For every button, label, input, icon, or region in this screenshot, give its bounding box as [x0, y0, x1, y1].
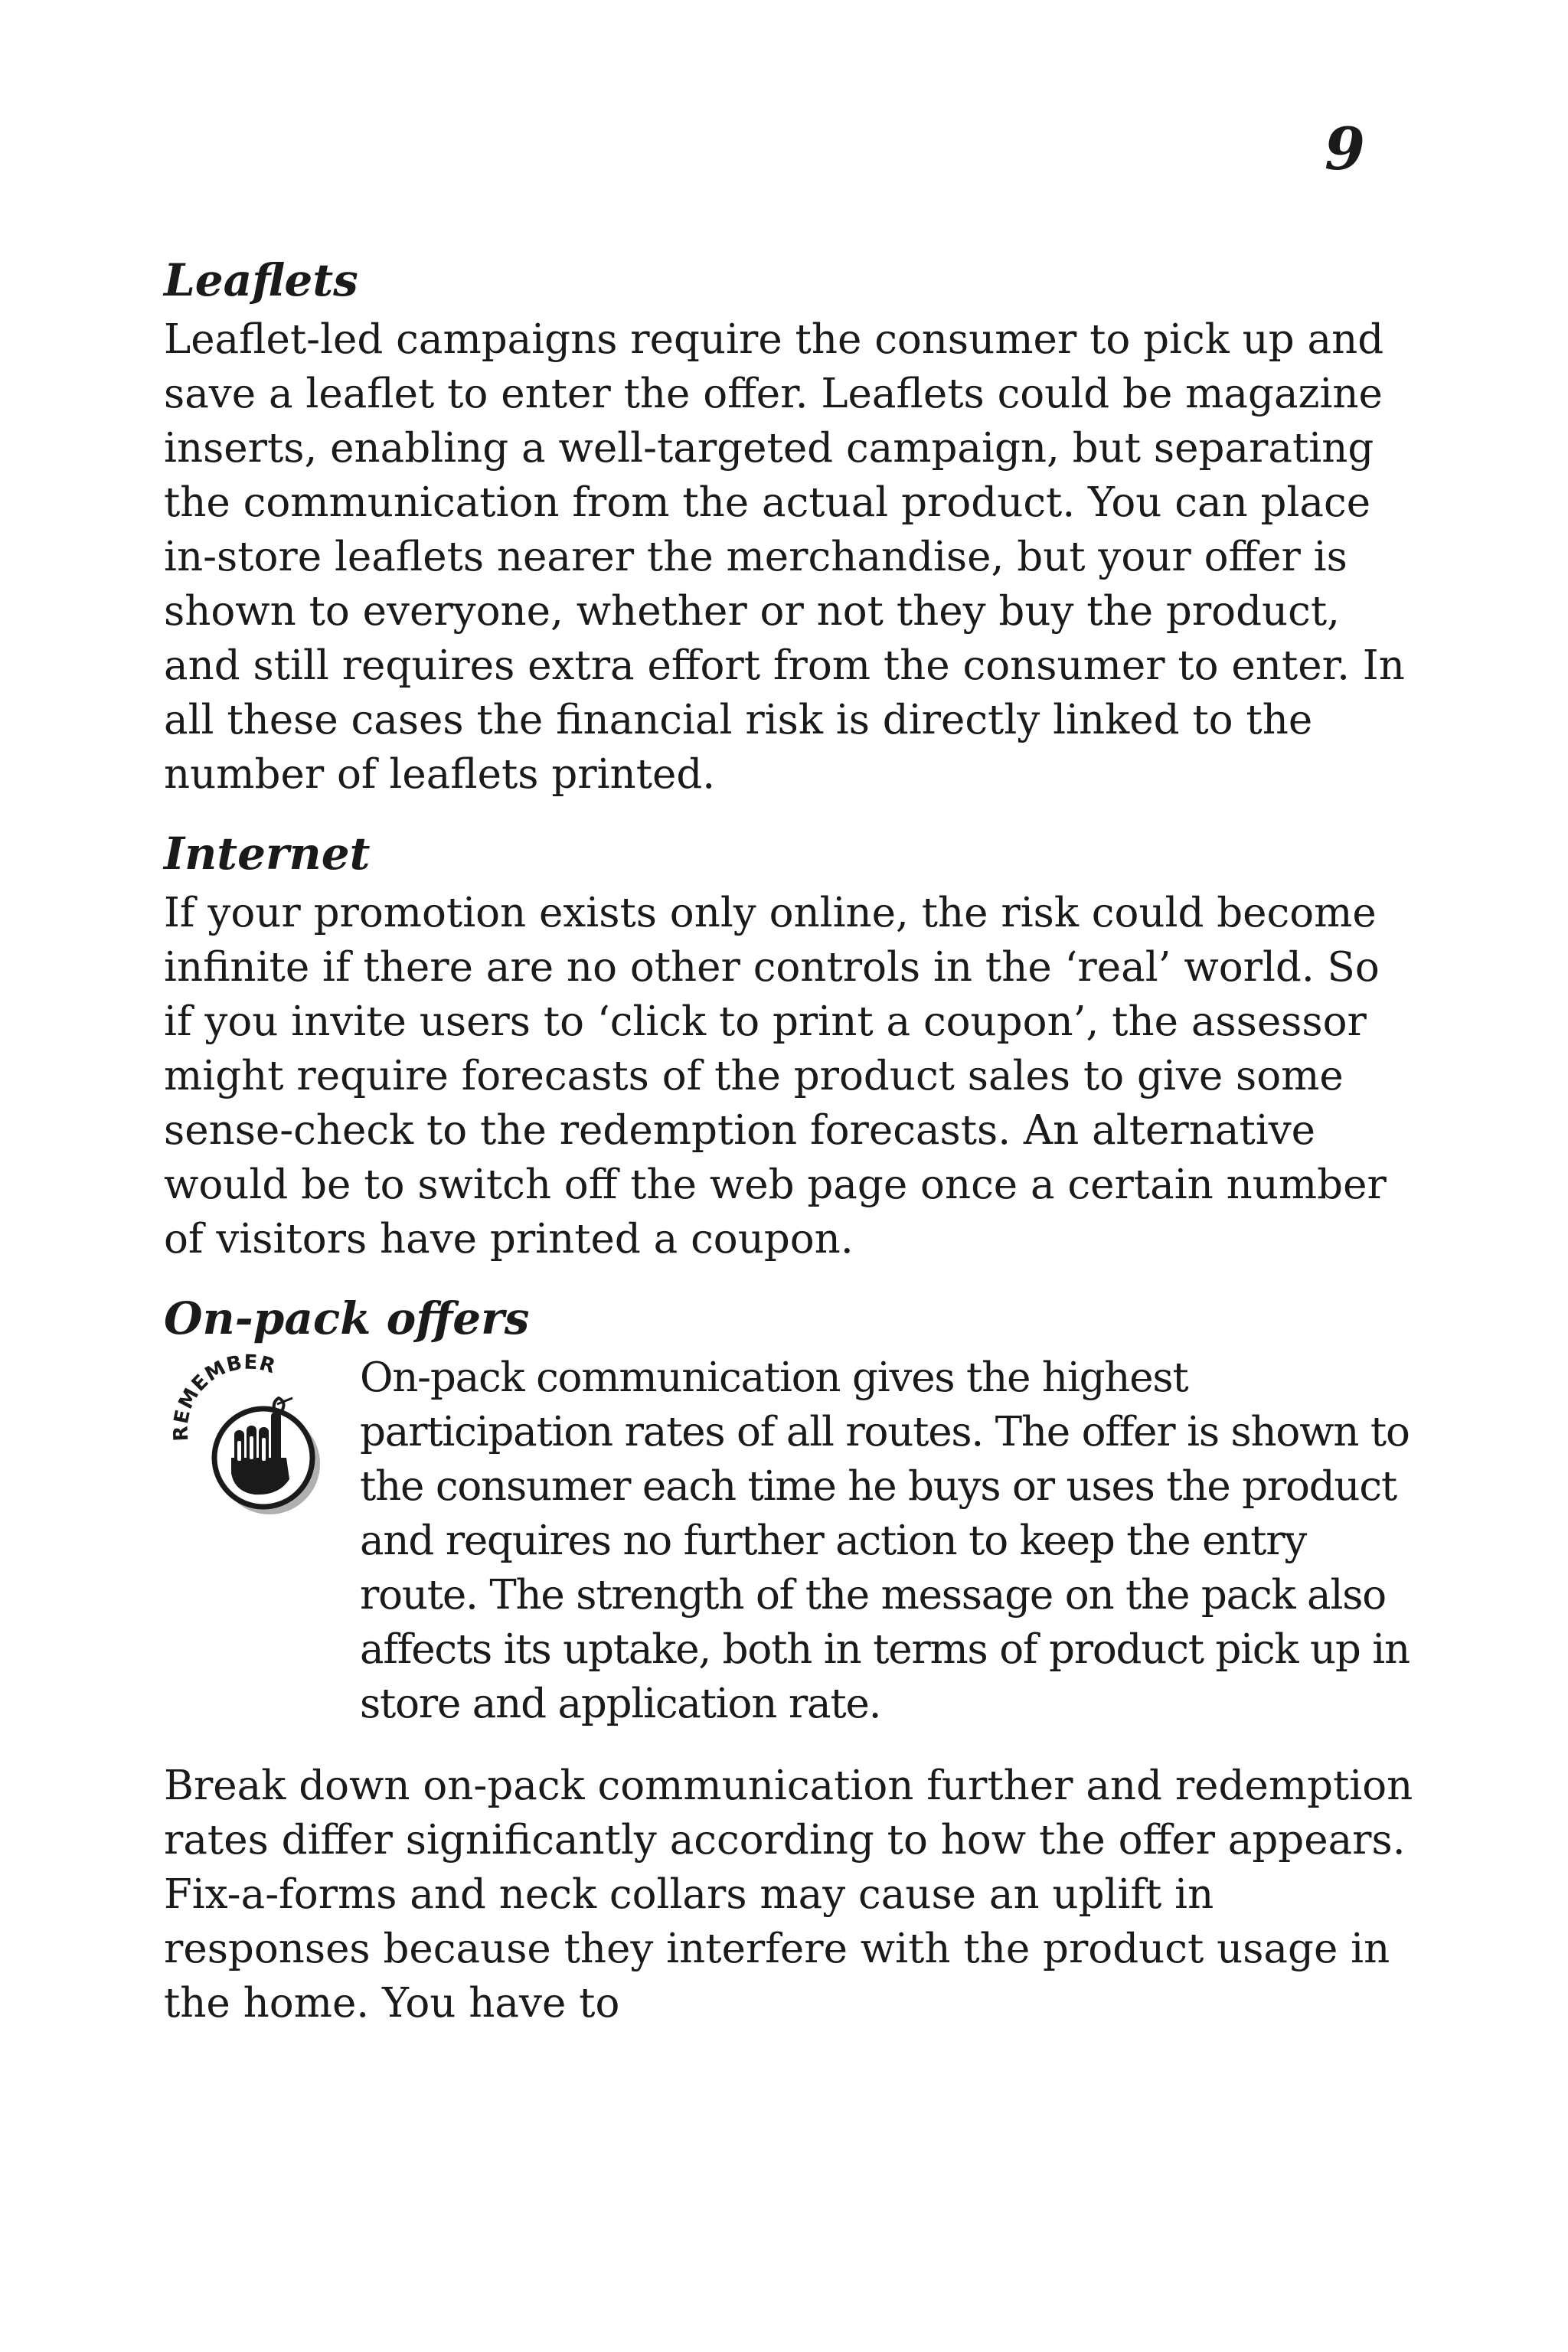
- section-heading-leaflets: Leaflets: [164, 254, 358, 306]
- section-on-pack-offers: [164, 1291, 1419, 2030]
- remember-icon: [164, 1351, 360, 1519]
- section-heading-internet: Internet: [164, 828, 371, 880]
- remember-icon-label: REMEMBER: [169, 1351, 279, 1442]
- remember-callout: [164, 1351, 1419, 1731]
- remember-icon-graphic: [164, 1351, 332, 1519]
- paragraph-remember: On-pack communication gives the highest participation rates of all routes. The offer is shown to the consumer each time he buys or uses the product and requires no further action to keep the entry route. The strength of the message on the pack also affects its uptake, both in terms of product pick up in store and application rate.: [360, 1354, 1410, 1727]
- section-internet: [164, 826, 1419, 1266]
- paragraph-on-pack-offers: Break down on-pack communication further and redemption rates differ significantly according to how the offer appears. Fix-a-forms and neck collars may cause an uplift in responses because they interfere with the product usage in the home. You have to: [164, 1762, 1413, 2027]
- paragraph-internet: If your promotion exists only online, the risk could become infinite if there are no other controls in the ‘real’ world. So if you invite users to ‘click to print a coupon’, the assessor might require forecasts of the product sales to give some sense-check to the redemption forecasts. An alternative would be to switch off the web page once a certain number of visitors have printed a coupon.: [164, 890, 1387, 1263]
- page-content: [164, 253, 1419, 2055]
- page-number: 9: [1325, 115, 1365, 183]
- section-leaflets: [164, 253, 1419, 802]
- paragraph-leaflets: Leaflet-led campaigns require the consumer to pick up and save a leaflet to enter the offer. Leaflets could be magazine inserts, enabling a well-targeted campaign, but separating the communication from the actual product. You can place in-store leaflets nearer the merchandise, but your offer is shown to everyone, whether or not they buy the product, and still requires extra effort from the consumer to enter. In all these cases the financial risk is directly linked to the number of leaflets printed.: [164, 316, 1405, 798]
- section-heading-on-pack-offers: On-pack offers: [164, 1292, 530, 1344]
